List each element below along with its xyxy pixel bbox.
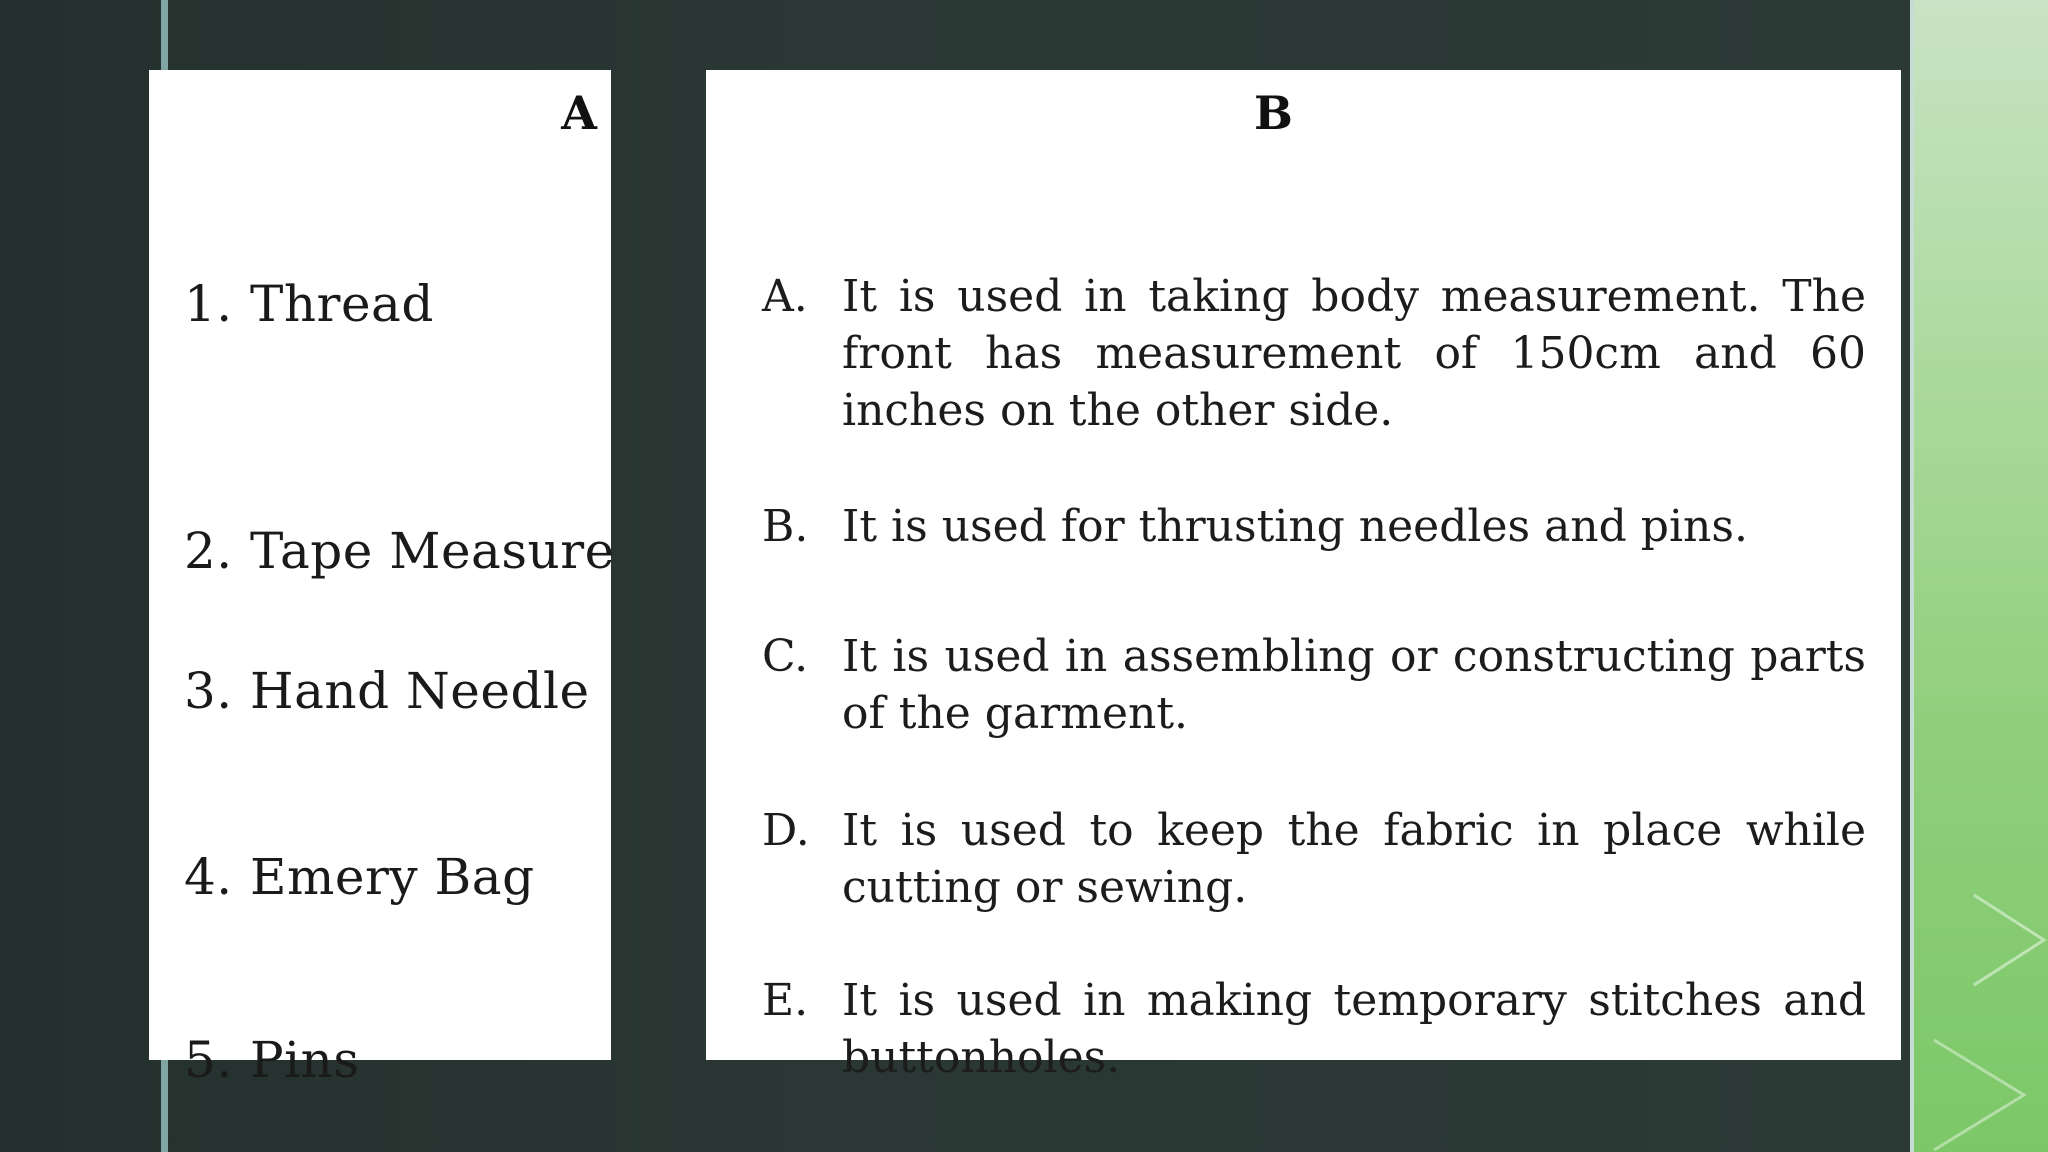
definition-text: It is used in assembling or constructing parts of the garment. (842, 631, 1866, 739)
term-item (184, 848, 535, 906)
definition-item (762, 628, 1866, 742)
term-item (184, 662, 590, 720)
definition-item (762, 972, 1866, 1086)
term-label: Tape Measure (250, 522, 615, 580)
column-a-header: A (561, 86, 597, 140)
term-number: 4. (184, 848, 233, 906)
term-item (184, 275, 434, 333)
column-b-panel (706, 70, 1901, 1083)
term-number: 2. (184, 522, 233, 580)
term-label: Hand Needle (250, 662, 590, 720)
decorative-green-band (1910, 0, 2048, 1152)
term-item (184, 1031, 360, 1089)
definition-letter: D. (762, 805, 810, 856)
definition-text: It is used in making temporary stitches and buttonholes. (842, 975, 1866, 1083)
term-label: Thread (250, 275, 434, 333)
term-number: 5. (184, 1031, 233, 1089)
column-b-header: B (1254, 86, 1293, 140)
definition-letter: C. (762, 631, 809, 682)
term-item (184, 522, 615, 580)
definition-letter: A. (762, 271, 808, 322)
definition-text: It is used to keep the fabric in place while cutting or sewing. (842, 805, 1866, 913)
definition-text: It is used in taking body measurement. The front has measurement of 150cm and 60 inches on the other side. (842, 271, 1866, 436)
definition-item (762, 268, 1866, 439)
definition-letter: E. (762, 975, 809, 1026)
column-a-panel (149, 70, 615, 1089)
definition-text: It is used for thrusting needles and pins. (842, 501, 1748, 552)
term-number: 1. (184, 275, 233, 333)
definition-letter: B. (762, 501, 809, 552)
term-label: Pins (250, 1031, 360, 1089)
term-number: 3. (184, 662, 233, 720)
chevron-decoration-icon (1914, 0, 2048, 1152)
term-label: Emery Bag (250, 848, 535, 906)
definition-item (762, 498, 1866, 555)
definition-item (762, 802, 1866, 916)
